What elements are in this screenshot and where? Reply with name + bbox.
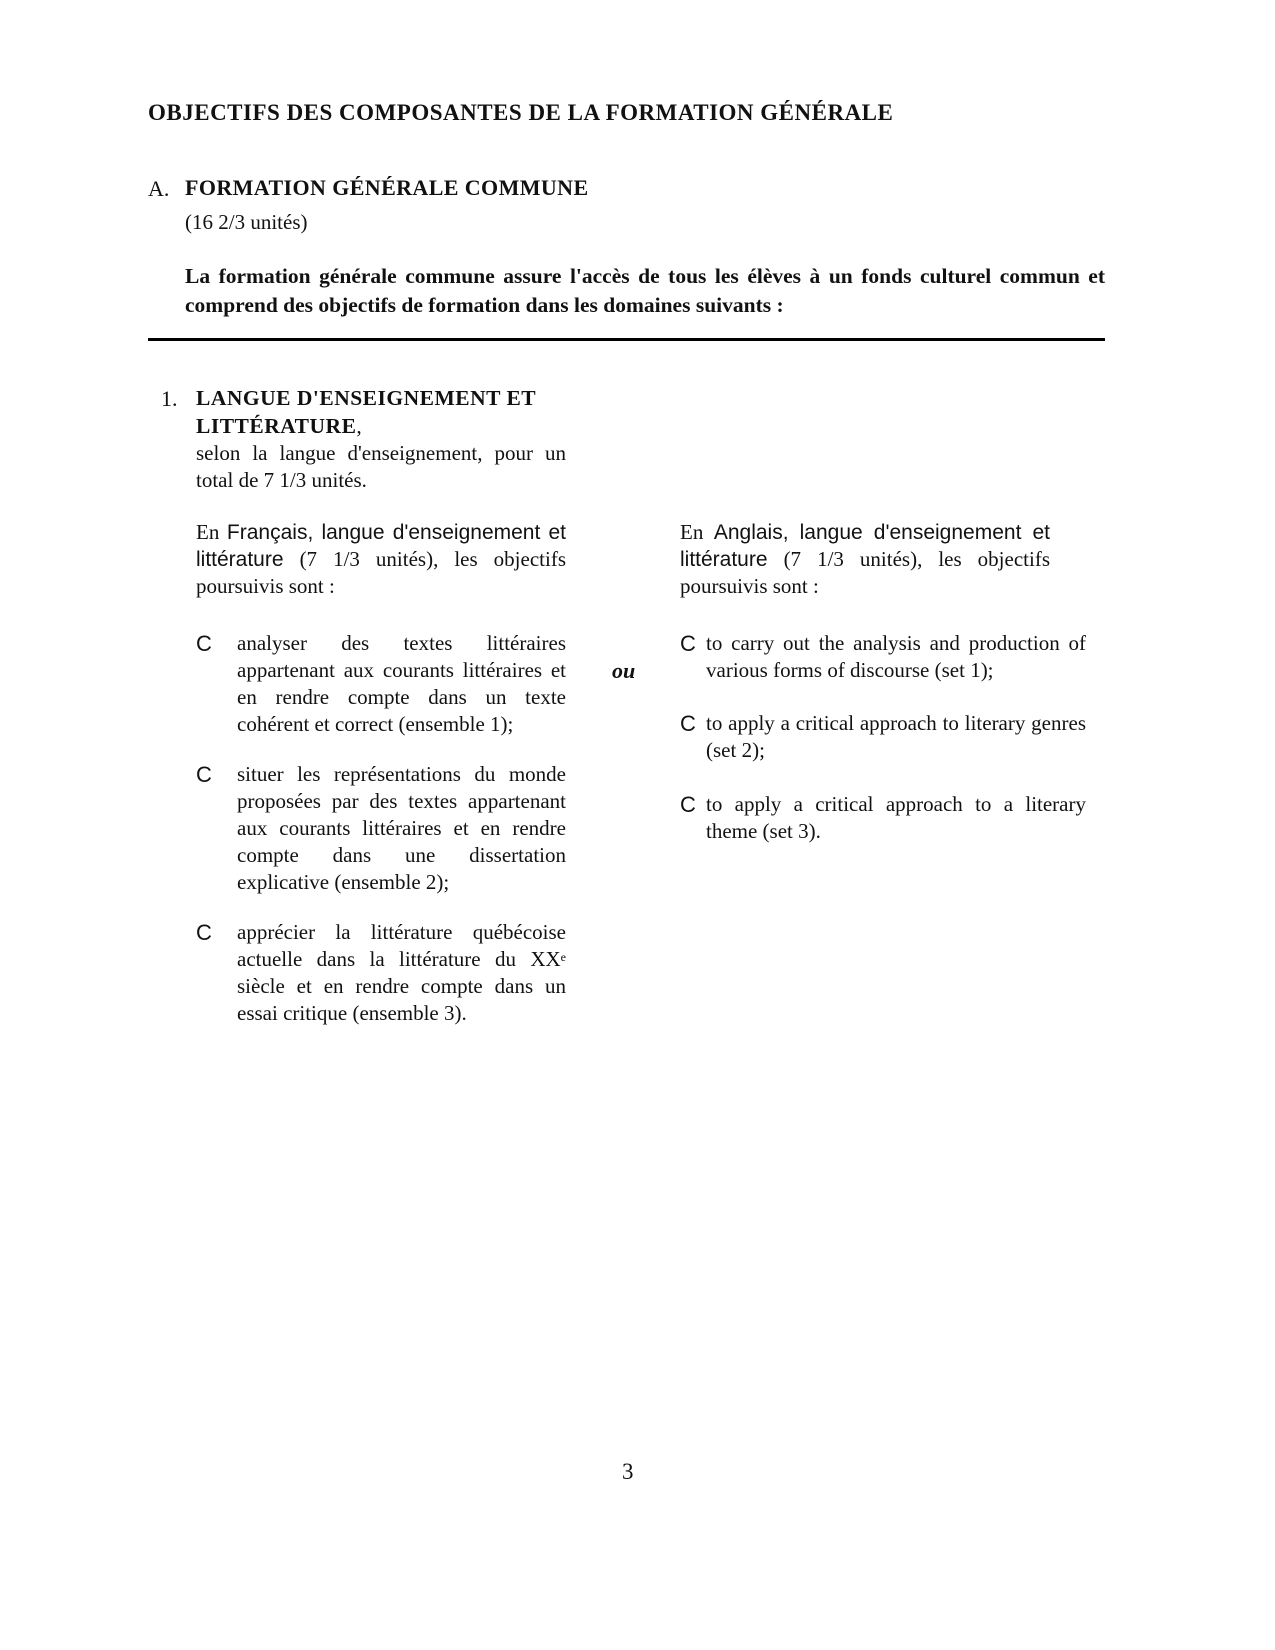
- item-description: selon la langue d'enseignement, pour un total de 7 1/3 unités.: [196, 441, 566, 492]
- bullet-icon: C: [680, 792, 696, 817]
- english-objective-2: to apply a critical approach to literary genres (set 2);: [706, 711, 1086, 762]
- english-intro-suffix: (7 1/3 unités), les objectifs poursuivis sont :: [680, 547, 1050, 598]
- french-objective-3-start: apprécier la littérature québécoise actuelle dans la littérature du XX: [237, 920, 566, 971]
- bullet-icon: C: [680, 631, 696, 656]
- section-letter: A.: [148, 176, 170, 201]
- item-title: [196, 384, 566, 440]
- item-title-text: LANGUE D'ENSEIGNEMENT ET LITTÉRATURE: [196, 386, 536, 438]
- bullet-icon: C: [196, 920, 212, 945]
- section-intro: La formation générale commune assure l'accès de tous les élèves à un fonds culturel commun et comprend des objectifs de formation dans les domaines suivants :: [185, 264, 1105, 317]
- section-title: FORMATION GÉNÉRALE COMMUNE: [185, 175, 589, 200]
- column-separator-ou: ou: [612, 658, 636, 683]
- french-objective-3-end: siècle et en rendre compte dans un essai critique (ensemble 3).: [237, 974, 566, 1025]
- english-objective-3: to apply a critical approach to a literary theme (set 3).: [706, 792, 1086, 843]
- bullet-icon: C: [680, 711, 696, 736]
- english-course-name: Anglais, langue d'enseignement et littérature: [680, 521, 1051, 571]
- bullet-icon: C: [196, 631, 212, 656]
- french-objective-1: analyser des textes littéraires appartenant aux courants littéraires et en rendre compte dans un texte cohérent et correct (ensemble 1);: [237, 631, 566, 736]
- page-number: 3: [622, 1459, 634, 1484]
- horizontal-rule: [148, 338, 1105, 341]
- page-title: OBJECTIFS DES COMPOSANTES DE LA FORMATION GÉNÉRALE: [148, 100, 894, 125]
- section-units: (16 2/3 unités): [185, 210, 308, 234]
- english-intro-prefix: En: [680, 520, 704, 544]
- english-objective-1: to carry out the analysis and production of various forms of discourse (set 1);: [706, 631, 1086, 682]
- french-intro-suffix: (7 1/3 unités), les objectifs poursuivis sont :: [196, 547, 566, 598]
- french-intro-prefix: En: [196, 520, 220, 544]
- french-course-name: Français, langue d'enseignement et littérature: [196, 521, 566, 571]
- french-objective-2: situer les représentations du monde proposées par des textes appartenant aux courants littéraires et en rendre compte dans une dissertation explicative (ensemble 2);: [237, 762, 566, 894]
- bullet-icon: C: [196, 762, 212, 787]
- french-intro: [196, 519, 566, 600]
- item-title-suffix: ,: [356, 414, 363, 438]
- item-number: 1.: [161, 386, 178, 411]
- english-intro: [680, 519, 1050, 600]
- french-objective-3: [237, 919, 566, 1027]
- superscript-e: e: [560, 950, 566, 964]
